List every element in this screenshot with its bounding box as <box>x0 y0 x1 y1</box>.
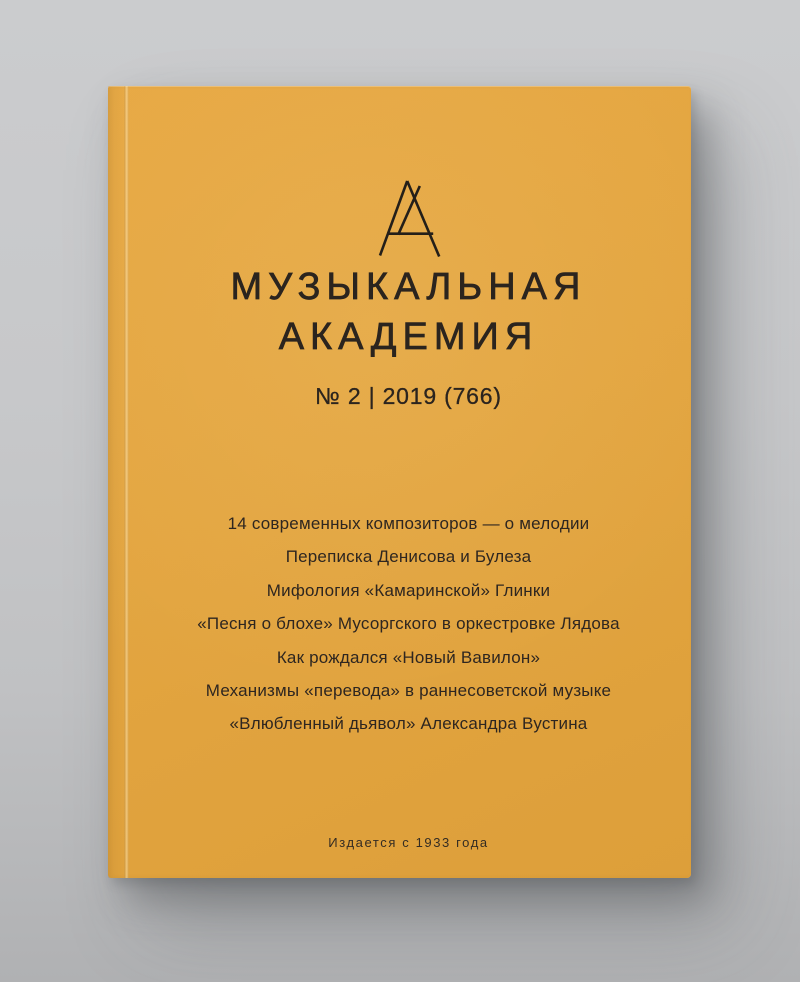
spine-strip <box>108 86 124 878</box>
founding-tagline: Издается с 1933 года <box>328 835 489 850</box>
issue-number: № 2 | 2019 (766) <box>315 383 502 409</box>
article-item: Мифология «Камаринской» Глинки <box>266 580 551 600</box>
title-line-2: АКАДЕМИЯ <box>278 316 539 358</box>
article-list <box>126 507 691 741</box>
article-item: 14 современных композиторов — о мелодии <box>227 514 590 533</box>
academy-a-monogram-icon <box>366 172 451 267</box>
article-item: «Песня о блохе» Мусоргского в оркестровке Лядова <box>197 614 620 634</box>
article-item: Механизмы «перевода» в раннесоветской музыке <box>205 681 612 701</box>
article-item: Как рождался «Новый Вавилон» <box>276 647 541 667</box>
magazine-title <box>126 262 691 362</box>
magazine-cover <box>108 86 691 878</box>
article-item: «Влюбленный дьявол» Александра Вустина <box>229 714 588 734</box>
cover-content <box>126 86 691 878</box>
article-item: Переписка Денисова и Булеза <box>285 547 532 567</box>
title-line-1: МУЗЫКАЛЬНАЯ <box>230 266 587 308</box>
